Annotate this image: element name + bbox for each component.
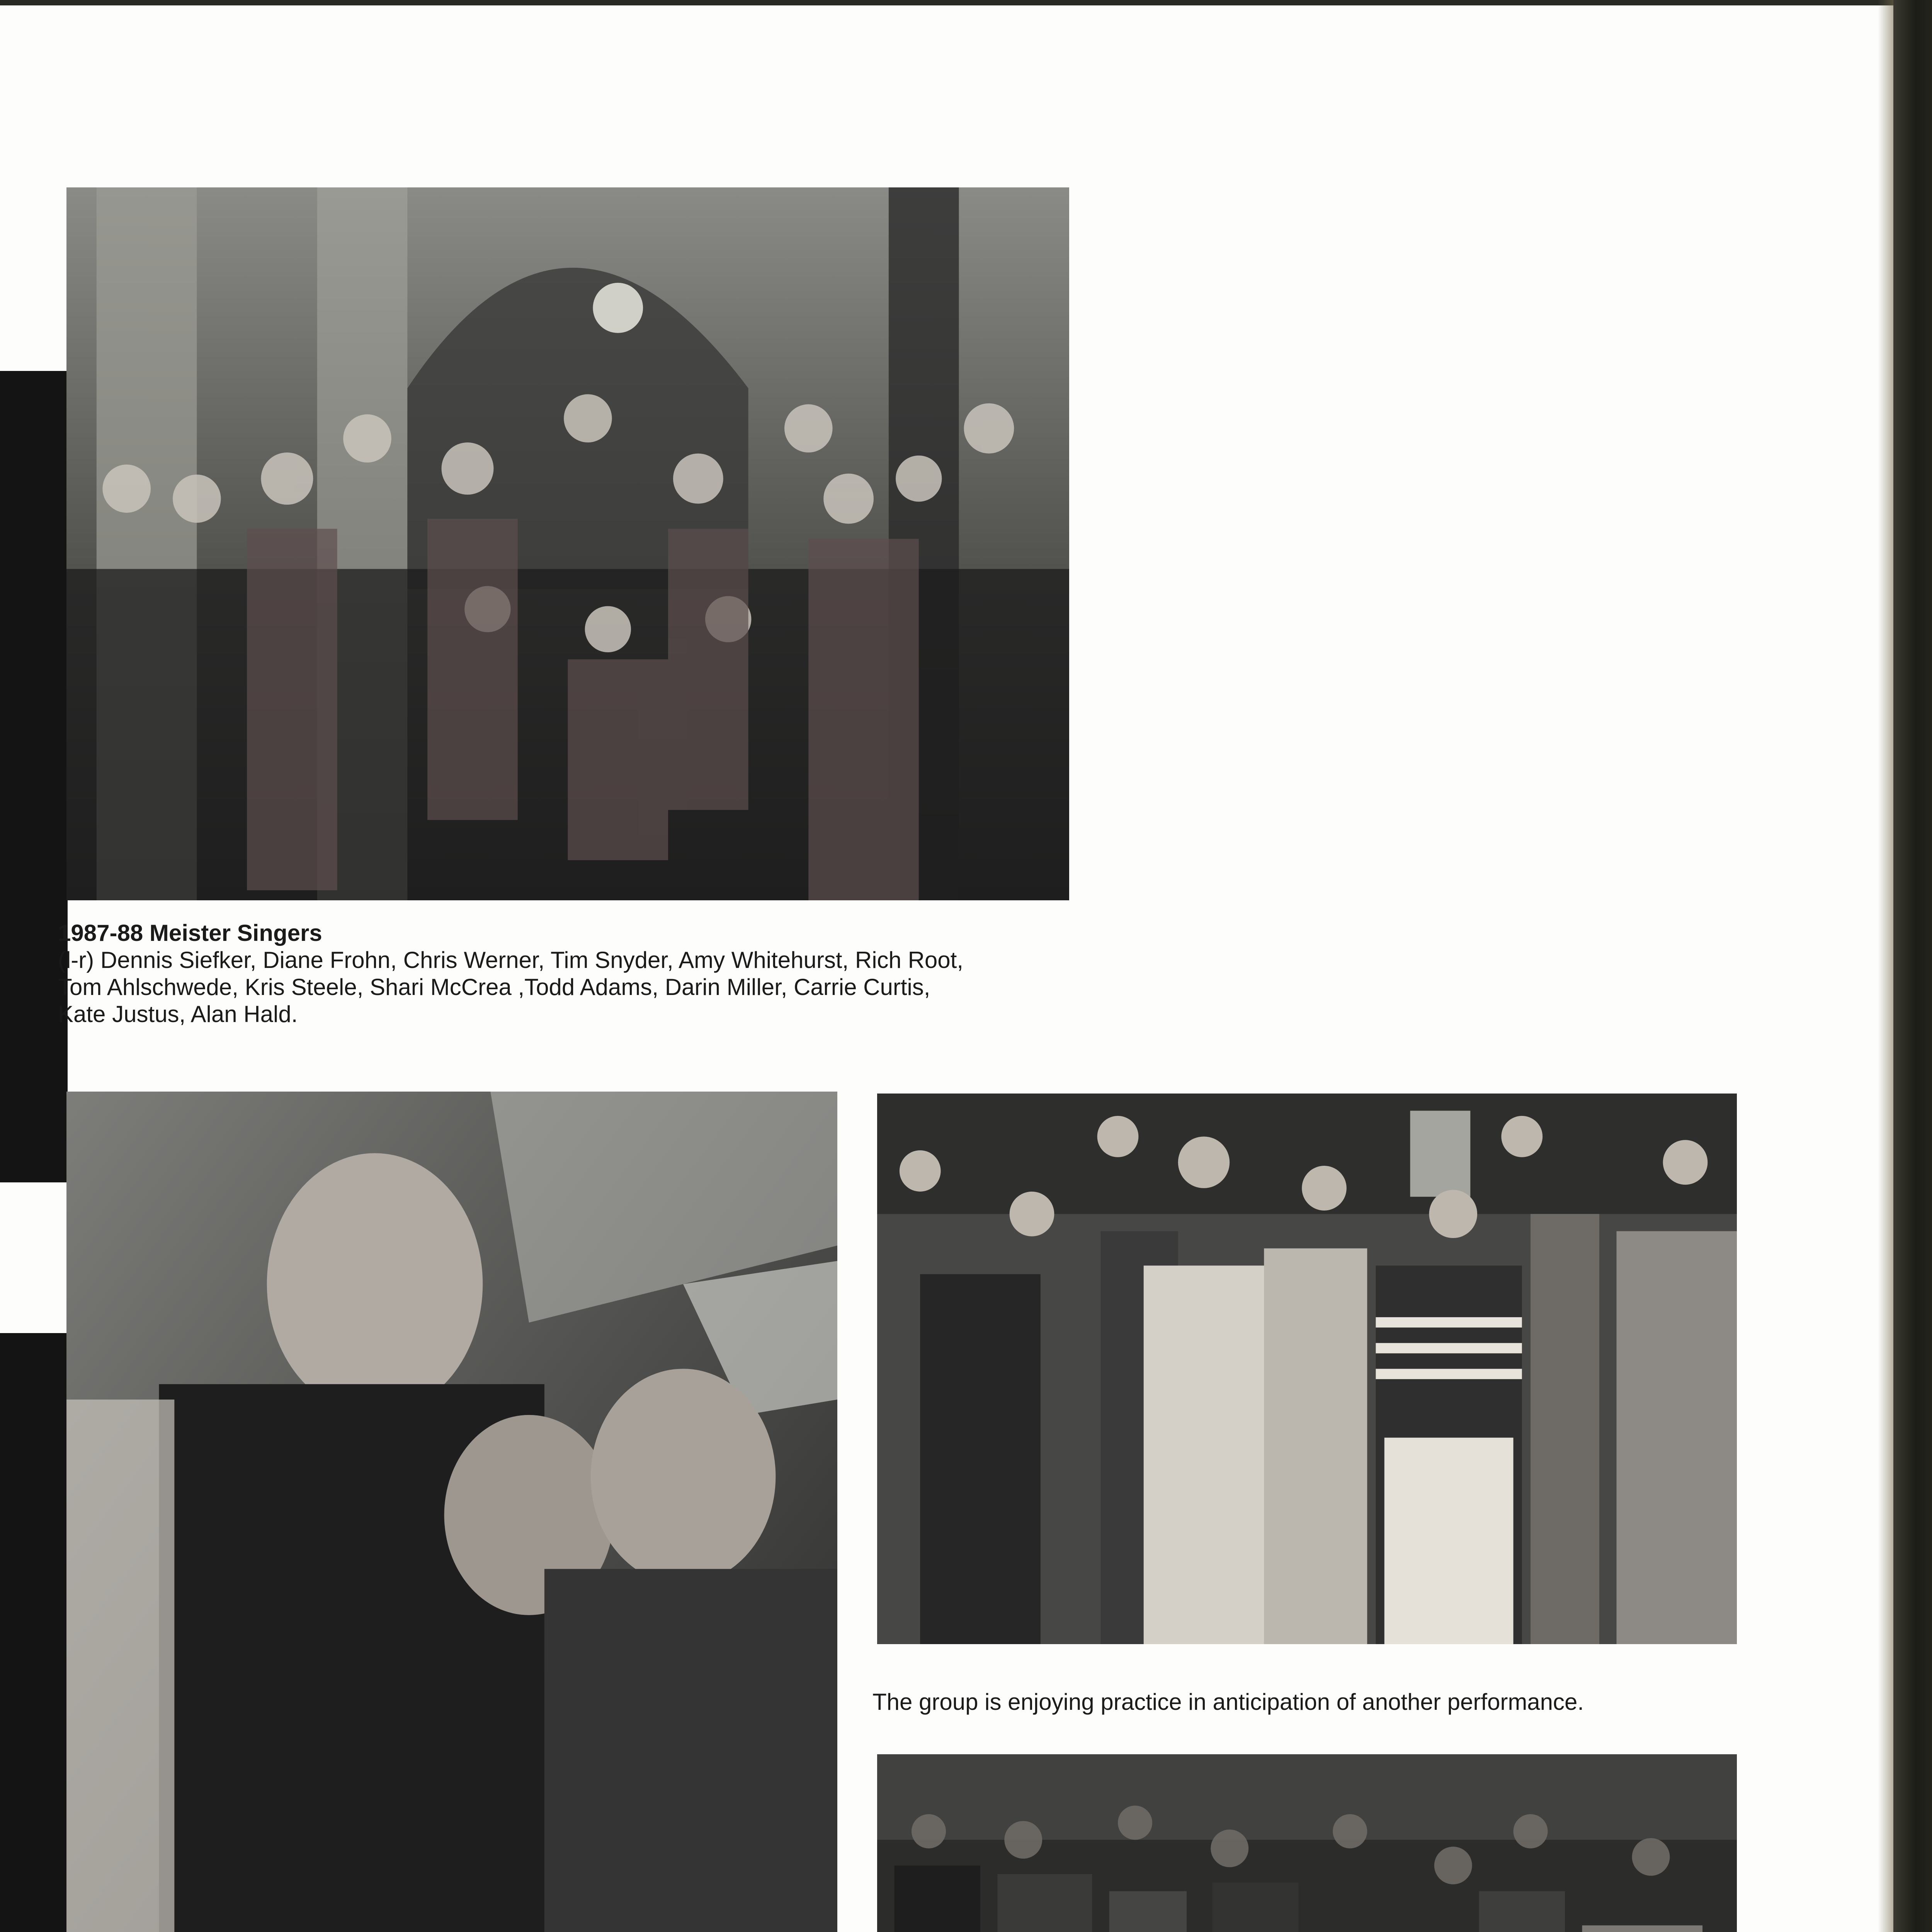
scan-left-bar-top — [0, 371, 68, 1182]
caption-names-line-1: (l-r) Dennis Siefker, Diane Frohn, Chris Werner, Tim Snyder, Amy Whitehurst, Rich Root, — [58, 947, 963, 973]
caption-names-line-2: Tom Ahlschwede, Kris Steele, Shari McCrea ,Todd Adams, Darin Miller, Carrie Curtis, — [58, 974, 930, 1000]
caption-title: 1987-88 Meister Singers — [58, 920, 322, 946]
group-portrait-caption — [58, 920, 1101, 1028]
scan-edge-right — [1893, 0, 1932, 1932]
group-practice-photo — [877, 1094, 1737, 1644]
group-portrait-photo — [66, 187, 1069, 900]
scan-edge-top — [0, 0, 1932, 5]
practice-photo-caption: The group is enjoying practice in anticipation of another performance. — [872, 1689, 1584, 1715]
tim-snyder-photo — [66, 1092, 837, 1932]
scan-left-bar-bottom — [0, 1333, 68, 1932]
caption-names-line-3: Kate Justus, Alan Hald. — [58, 1001, 298, 1027]
scan-edge-shadow — [1878, 0, 1893, 1932]
full-group-photo — [877, 1754, 1737, 1932]
